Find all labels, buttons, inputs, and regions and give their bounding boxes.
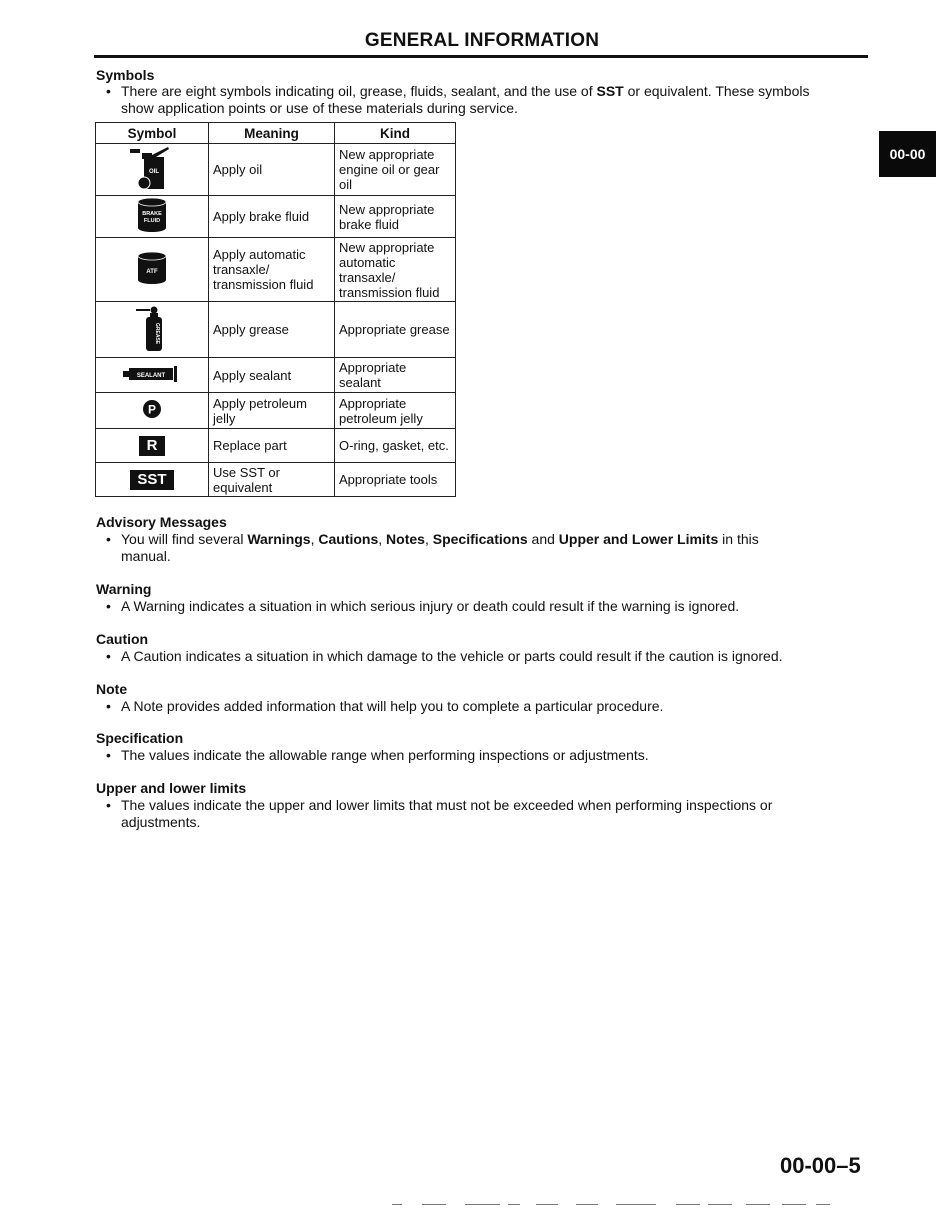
replace-part-icon: R xyxy=(139,436,165,456)
warning-heading: Warning xyxy=(96,581,152,597)
svg-text:P: P xyxy=(147,402,157,417)
table-row xyxy=(96,238,456,302)
symbols-heading: Symbols xyxy=(96,67,155,83)
col-header-kind: Kind xyxy=(335,123,456,144)
table-row xyxy=(96,463,456,497)
meaning-cell: Apply brake fluid xyxy=(209,196,335,238)
kind-cell: O-ring, gasket, etc. xyxy=(335,429,456,463)
svg-text:OIL: OIL xyxy=(149,169,159,175)
bullet: • xyxy=(106,797,111,813)
table-row xyxy=(96,358,456,393)
svg-text:SEALANT: SEALANT xyxy=(136,372,166,379)
symbol-cell xyxy=(96,463,209,497)
table-header-row xyxy=(96,123,456,144)
page-title: GENERAL INFORMATION xyxy=(364,30,600,51)
symbol-cell xyxy=(96,393,209,429)
sealant-tube-icon xyxy=(121,364,183,384)
symbol-cell xyxy=(96,144,209,196)
warning-text: • A Warning indicates a situation in which serious injury or death could result if the warning is ignored. xyxy=(106,598,740,614)
kind-cell: New appropriate brake fluid xyxy=(335,196,456,238)
kind-cell: Appropriate grease xyxy=(335,302,456,358)
meaning-cell: Apply petroleum jelly xyxy=(209,393,335,429)
atf-icon xyxy=(132,250,172,286)
kind-cell: Appropriate sealant xyxy=(335,358,456,393)
table-row xyxy=(96,393,456,429)
specification-text: • The values indicate the allowable range when performing inspections or adjustments. xyxy=(106,747,649,763)
page-number: 00-00–5 xyxy=(780,1153,861,1178)
bullet: • xyxy=(106,698,111,714)
petroleum-jelly-icon xyxy=(141,398,163,420)
note-heading: Note xyxy=(96,681,128,697)
kind-cell: New appropriate automatic transaxle/ transmission fluid xyxy=(335,238,456,302)
kind-cell: Appropriate petroleum jelly xyxy=(335,393,456,429)
specification-heading: Specification xyxy=(96,730,184,746)
symbol-cell xyxy=(96,196,209,238)
svg-text:ATF: ATF xyxy=(146,269,158,275)
table-row xyxy=(96,429,456,463)
section-tab[interactable]: 00-00 xyxy=(879,131,936,177)
meaning-cell: Use SST or equivalent xyxy=(209,463,335,497)
advisory-text: • You will find several Warnings, Cautions, Notes, Specifications and Upper and Lower Limits in this manual. xyxy=(106,531,759,564)
bullet: • xyxy=(106,531,111,547)
table-row xyxy=(96,196,456,238)
kind-cell: Appropriate tools xyxy=(335,463,456,497)
bullet: • xyxy=(106,648,111,664)
grease-can-icon xyxy=(132,303,172,353)
symbol-cell xyxy=(96,238,209,302)
meaning-cell: Apply oil xyxy=(209,144,335,196)
symbol-cell xyxy=(96,358,209,393)
caution-text: • A Caution indicates a situation in which damage to the vehicle or parts could result if the caution is ignored. xyxy=(106,648,783,664)
oil-can-icon xyxy=(122,145,182,191)
bullet: • xyxy=(106,747,111,763)
advisory-heading: Advisory Messages xyxy=(96,514,227,530)
meaning-cell: Apply grease xyxy=(209,302,335,358)
symbol-cell xyxy=(96,302,209,358)
symbols-table xyxy=(95,122,456,497)
kind-cell: New appropriate engine oil or gear oil xyxy=(335,144,456,196)
symbol-cell xyxy=(96,429,209,463)
limits-heading: Upper and lower limits xyxy=(96,780,247,796)
limits-text: • The values indicate the upper and lower limits that must not be exceeded when performing inspections or adjustments. xyxy=(106,797,773,830)
svg-text:GREASE: GREASE xyxy=(154,323,160,345)
table-row xyxy=(96,302,456,358)
bullet: • xyxy=(106,598,111,614)
svg-text:BRAKE: BRAKE xyxy=(142,211,162,217)
note-text: • A Note provides added information that will help you to complete a particular procedure. xyxy=(106,698,664,714)
brake-fluid-icon xyxy=(132,197,172,233)
bullet: • xyxy=(106,83,111,99)
col-header-symbol: Symbol xyxy=(96,123,209,144)
col-header-meaning: Meaning xyxy=(209,123,335,144)
meaning-cell: Replace part xyxy=(209,429,335,463)
symbols-intro: • There are eight symbols indicating oil, grease, fluids, sealant, and the use of SST or equivalent. These symbols show application points or use of these materials during service. xyxy=(106,83,810,116)
svg-text:FLUID: FLUID xyxy=(143,218,161,224)
meaning-cell: Apply sealant xyxy=(209,358,335,393)
table-row xyxy=(96,144,456,196)
sst-icon: SST xyxy=(130,470,174,490)
meaning-cell: Apply automatic transaxle/ transmission fluid xyxy=(209,238,335,302)
header-rule xyxy=(94,55,868,58)
caution-heading: Caution xyxy=(96,631,149,647)
